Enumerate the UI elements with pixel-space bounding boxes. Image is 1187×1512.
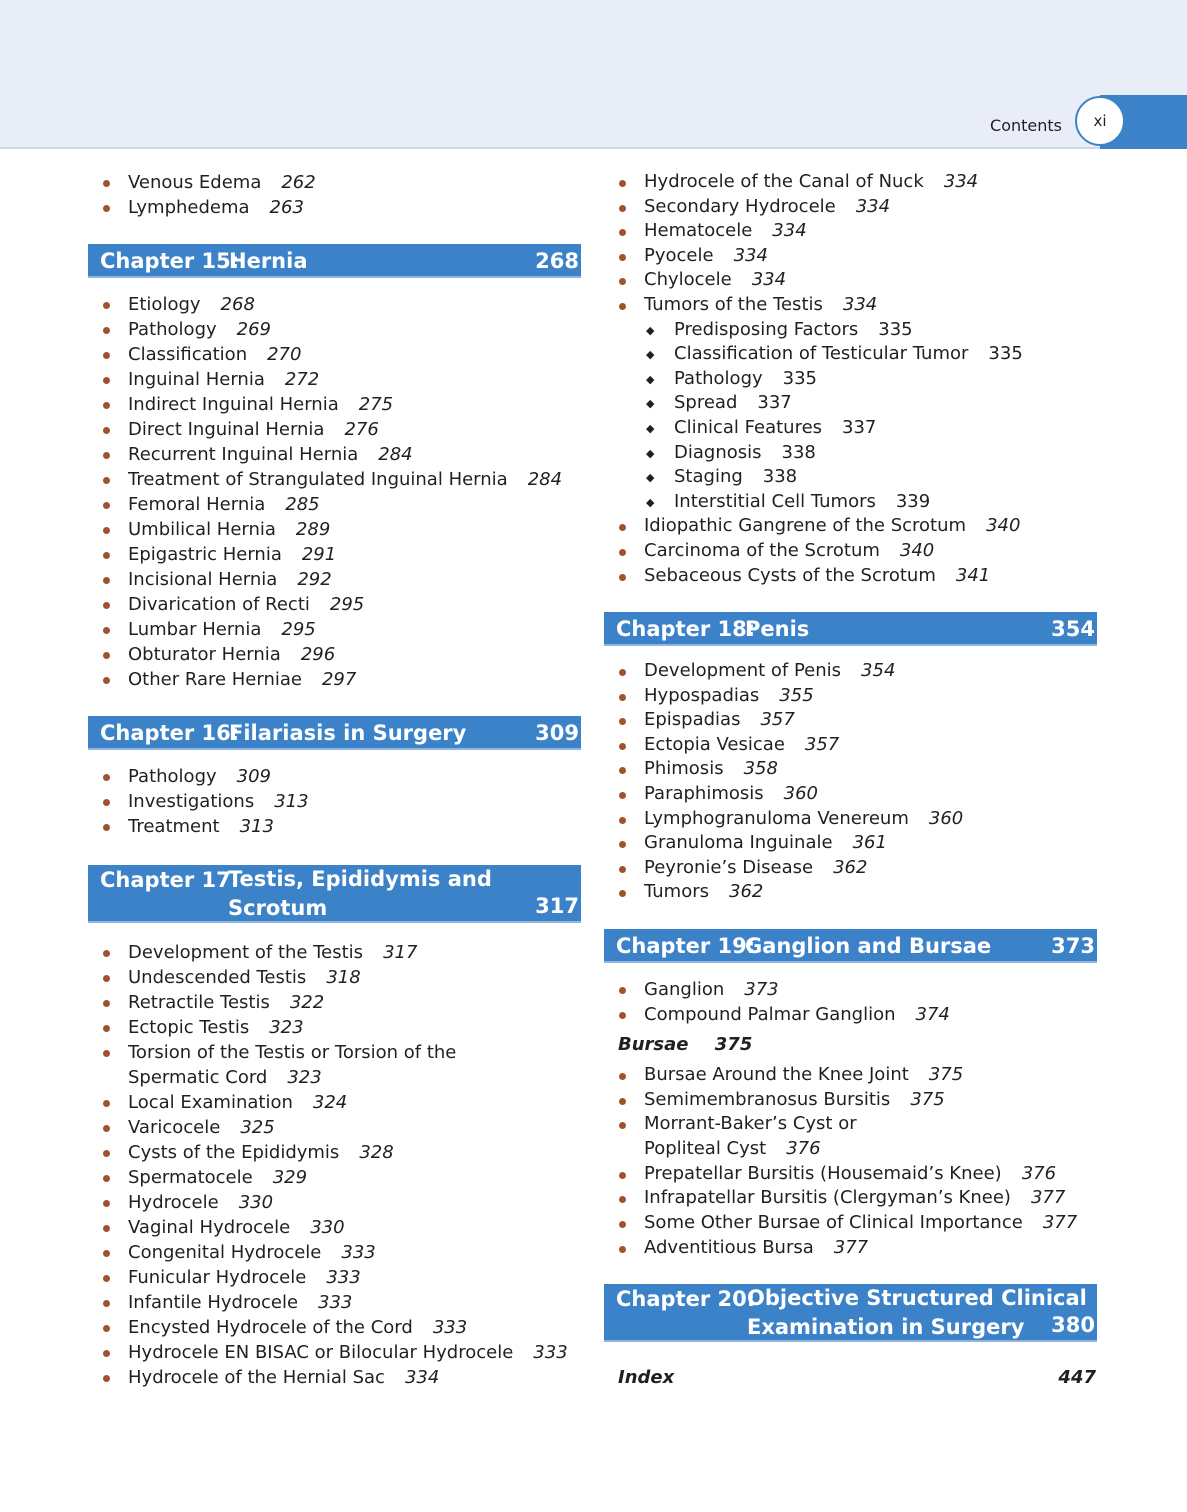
entry-label: Indirect Inguinal Hernia — [128, 394, 339, 415]
entry-label: Diagnosis — [674, 441, 762, 463]
entry-label: Varicocele — [128, 1117, 221, 1138]
toc-entry[interactable] — [88, 642, 581, 667]
entry-label: Undescended Testis — [128, 967, 307, 988]
toc-entry[interactable] — [88, 195, 581, 220]
entry-page: 330 — [310, 1217, 345, 1238]
entry-page: 292 — [297, 569, 332, 590]
toc-entry[interactable] — [604, 807, 1097, 832]
toc-entry[interactable] — [604, 1211, 1097, 1236]
entry-label: Popliteal Cyst — [644, 1138, 767, 1160]
entry-label: Pathology — [674, 367, 763, 389]
entry-page: 268 — [220, 294, 255, 315]
toc-entry[interactable] — [88, 667, 581, 692]
entry-page: 375 — [910, 1088, 945, 1110]
chapter-16-list — [88, 764, 581, 839]
bursae-list — [604, 1063, 1097, 1261]
entry-label: Classification of Testicular Tumor — [674, 343, 969, 365]
chapter-19-entries — [604, 977, 1097, 1027]
entry-page: 275 — [358, 394, 394, 415]
subheading-label: Bursae — [618, 1034, 689, 1055]
bursae-subheading — [618, 1034, 752, 1055]
toc-entry[interactable] — [604, 539, 1097, 564]
entry-page: 333 — [533, 1342, 568, 1363]
entry-page: 323 — [287, 1067, 322, 1088]
entry-label: Predisposing Factors — [674, 318, 859, 340]
entry-page: 295 — [329, 594, 365, 615]
toc-entry[interactable] — [88, 342, 581, 367]
toc-entry[interactable] — [604, 782, 1097, 807]
entry-page: 338 — [762, 466, 798, 488]
entry-page: 325 — [240, 1117, 275, 1138]
entry-label: Carcinoma of the Scrotum — [644, 539, 880, 561]
entry-page: 377 — [1030, 1187, 1066, 1209]
entry-page: 313 — [274, 791, 309, 812]
toc-entry[interactable] — [88, 1090, 581, 1115]
entry-label: Obturator Hernia — [128, 644, 281, 665]
entry-page: 357 — [760, 709, 795, 731]
entry-label: Development of Penis — [644, 660, 842, 681]
toc-entry[interactable] — [604, 564, 1097, 589]
entry-label: Recurrent Inguinal Hernia — [128, 444, 359, 465]
toc-entry[interactable] — [88, 542, 581, 567]
entry-page: 337 — [757, 392, 792, 414]
toc-entry[interactable] — [604, 1088, 1097, 1113]
entry-page: 376 — [1021, 1162, 1057, 1184]
entry-label: Tumors of the Testis — [644, 293, 823, 315]
toc-entry[interactable] — [604, 465, 1097, 490]
entry-page: 262 — [281, 172, 316, 193]
entry-page: 272 — [284, 369, 320, 390]
entry-label: Femoral Hernia — [128, 494, 266, 515]
chapter-page: 354 — [1051, 617, 1095, 641]
entry-page: 354 — [861, 660, 896, 681]
entry-page: 330 — [238, 1192, 274, 1213]
chapter-17-continued-list — [604, 170, 1097, 588]
entry-label: Development of the Testis — [128, 942, 364, 963]
entry-label: Peyronie’s Disease — [644, 856, 814, 878]
toc-entry[interactable] — [604, 367, 1097, 392]
toc-entry[interactable] — [604, 219, 1097, 244]
entry-label: Incisional Hernia — [128, 569, 278, 590]
entry-page: 276 — [344, 419, 379, 440]
entry-label: Direct Inguinal Hernia — [128, 419, 325, 440]
toc-entry[interactable] — [88, 567, 581, 592]
entry-page: 297 — [321, 669, 357, 690]
entry-page: 334 — [772, 220, 807, 242]
toc-entry[interactable] — [88, 442, 581, 467]
entry-label: Interstitial Cell Tumors — [674, 490, 876, 512]
entry-label: Infantile Hydrocele — [128, 1292, 299, 1313]
entry-label: Semimembranosus Bursitis — [644, 1088, 891, 1110]
toc-entry[interactable] — [88, 1365, 581, 1390]
toc-entry[interactable] — [604, 659, 1097, 684]
chapter-18-banner[interactable] — [604, 612, 1097, 646]
toc-entry[interactable] — [604, 1137, 1097, 1162]
toc-entry[interactable] — [604, 977, 1097, 1002]
entry-page: 270 — [267, 344, 302, 365]
chapter-15-list — [88, 292, 581, 692]
chapter-title-line-1: Testis, Epididymis and — [228, 867, 492, 891]
entry-label: Paraphimosis — [644, 782, 764, 804]
entry-page: 269 — [236, 319, 272, 340]
toc-entry[interactable] — [604, 856, 1097, 881]
index-label: Index — [618, 1367, 675, 1388]
toc-entry[interactable] — [604, 880, 1097, 905]
toc-entry[interactable] — [604, 708, 1097, 733]
entry-label: Investigations — [128, 791, 255, 812]
entry-label: Inguinal Hernia — [128, 369, 265, 390]
entry-label: Hydrocele of the Canal of Nuck — [644, 171, 924, 192]
entry-label: Retractile Testis — [128, 992, 270, 1013]
toc-entry[interactable] — [604, 293, 1097, 318]
entry-page: 328 — [359, 1142, 394, 1163]
chapter-page: 380 — [1051, 1313, 1095, 1337]
entry-page: 334 — [751, 269, 787, 291]
entry-label: Chylocele — [644, 269, 732, 291]
chapter-16-entries — [88, 764, 581, 839]
subheading-page: 375 — [714, 1034, 753, 1055]
entry-page: 284 — [378, 444, 413, 465]
entry-page: 295 — [281, 619, 316, 640]
entry-page: 375 — [928, 1064, 964, 1085]
toc-entry[interactable] — [88, 1240, 581, 1265]
entry-page: 341 — [955, 564, 991, 586]
toc-entry[interactable] — [88, 617, 581, 642]
toc-entry[interactable] — [604, 318, 1097, 343]
entry-label: Epigastric Hernia — [128, 544, 282, 565]
toc-entry[interactable] — [88, 292, 581, 317]
entry-page: 318 — [326, 967, 361, 988]
chapter-page: 309 — [535, 721, 579, 745]
entry-page: 339 — [895, 490, 931, 512]
entry-page: 296 — [300, 644, 336, 665]
toc-entry[interactable] — [88, 517, 581, 542]
entry-label: Ectopia Vesicae — [644, 733, 785, 755]
running-header-title: Contents — [990, 116, 1062, 135]
chapter-title-line-1: Objective Structured Clinical — [747, 1286, 1087, 1310]
entry-label: Treatment of Strangulated Inguinal Hernia — [128, 469, 508, 490]
entry-page: 285 — [285, 494, 320, 515]
intro-entries — [88, 170, 581, 220]
entry-page: 340 — [899, 539, 935, 561]
entry-label: Clinical Features — [674, 416, 823, 438]
toc-entry[interactable] — [604, 342, 1097, 367]
entry-page: 377 — [833, 1236, 869, 1258]
toc-entry[interactable] — [88, 1115, 581, 1140]
toc-entry[interactable] — [604, 1186, 1097, 1211]
entry-label: Lumbar Hernia — [128, 619, 262, 640]
entry-page: 335 — [782, 367, 818, 389]
bursae-entries — [604, 1063, 1097, 1261]
entry-label: Divarication of Recti — [128, 594, 310, 615]
chapter-20-banner[interactable] — [604, 1284, 1097, 1342]
toc-entry[interactable] — [604, 514, 1097, 539]
entry-label: Congenital Hydrocele — [128, 1242, 322, 1263]
chapter-label: Chapter 15: — [100, 249, 240, 273]
toc-entry[interactable] — [88, 814, 581, 839]
entry-label: Local Examination — [128, 1092, 293, 1113]
entry-page: 358 — [743, 758, 778, 780]
entry-page: 355 — [779, 684, 814, 706]
entry-label: Morrant-Baker’s Cyst or — [644, 1113, 857, 1135]
entry-label: Infrapatellar Bursitis (Clergyman’s Knee) — [644, 1187, 1011, 1209]
entry-label: Ganglion — [644, 979, 725, 1000]
entry-page: 337 — [842, 416, 877, 438]
toc-entry[interactable] — [88, 417, 581, 442]
entry-page: 313 — [239, 816, 274, 837]
entry-label: Some Other Bursae of Clinical Importance — [644, 1212, 1023, 1234]
entry-label: Treatment — [128, 816, 220, 837]
entry-page: 362 — [833, 856, 868, 878]
entry-page: 374 — [915, 1004, 950, 1025]
toc-entry[interactable] — [88, 990, 581, 1015]
toc-entry[interactable] — [88, 392, 581, 417]
toc-entry[interactable] — [604, 195, 1097, 220]
entry-page: 291 — [301, 544, 337, 565]
chapter-label: Chapter 18: — [616, 617, 756, 641]
toc-entry[interactable] — [604, 1002, 1097, 1027]
chapter-title: Hernia — [229, 249, 308, 273]
entry-label: Hypospadias — [644, 684, 760, 706]
entry-label: Spermatic Cord — [128, 1067, 268, 1088]
toc-entry[interactable] — [88, 1315, 581, 1340]
toc-entry[interactable] — [88, 940, 581, 965]
entry-page: 334 — [855, 195, 891, 217]
toc-entry[interactable] — [88, 317, 581, 342]
entry-label: Torsion of the Testis or Torsion of the — [128, 1042, 457, 1063]
toc-entry[interactable] — [604, 490, 1097, 515]
chapter-18-list — [604, 659, 1097, 905]
chapter-17-continued-entries — [604, 170, 1097, 588]
chapter-17-entries — [88, 940, 581, 1390]
toc-entry[interactable] — [604, 391, 1097, 416]
toc-entry[interactable] — [88, 592, 581, 617]
entry-page: 376 — [786, 1138, 821, 1160]
entry-label: Pathology — [128, 766, 217, 787]
toc-entry[interactable] — [604, 244, 1097, 269]
entry-page: 317 — [383, 942, 418, 963]
entry-page: 333 — [432, 1317, 468, 1338]
toc-entry[interactable] — [88, 1165, 581, 1190]
entry-label: Lymphedema — [128, 197, 250, 218]
entry-page: 335 — [988, 343, 1023, 365]
entry-label: Staging — [674, 466, 743, 488]
entry-page: 333 — [326, 1267, 361, 1288]
intro-list — [88, 170, 581, 220]
entry-page: 322 — [289, 992, 325, 1013]
toc-entry[interactable] — [604, 416, 1097, 441]
toc-entry[interactable] — [88, 789, 581, 814]
toc-entry[interactable] — [604, 831, 1097, 856]
chapter-title-line-2: Examination in Surgery — [747, 1315, 1025, 1339]
entry-label: Pyocele — [644, 244, 714, 266]
toc-entry[interactable] — [88, 1015, 581, 1040]
chapter-16-banner[interactable] — [88, 716, 581, 750]
entry-label: Lymphogranuloma Venereum — [644, 807, 909, 829]
entry-page: 335 — [878, 318, 913, 340]
entry-label: Spread — [674, 392, 738, 414]
toc-entry[interactable] — [604, 1063, 1097, 1088]
entry-label: Hydrocele — [128, 1192, 219, 1213]
index-page: 447 — [1058, 1367, 1096, 1388]
chapter-title: Filariasis in Surgery — [229, 721, 467, 745]
toc-entry[interactable] — [88, 1265, 581, 1290]
chapter-label: Chapter 19: — [616, 934, 756, 958]
entry-label: Phimosis — [644, 758, 724, 780]
toc-entry[interactable] — [88, 170, 581, 195]
toc-entry[interactable] — [604, 1236, 1097, 1261]
toc-entry[interactable] — [604, 1162, 1097, 1187]
toc-entry[interactable] — [88, 1040, 581, 1065]
entry-page: 284 — [527, 469, 563, 490]
entry-label: Venous Edema — [128, 172, 262, 193]
chapter-15-entries — [88, 292, 581, 692]
chapter-label: Chapter 20: — [616, 1287, 756, 1311]
entry-page: 324 — [312, 1092, 348, 1113]
entry-label: Encysted Hydrocele of the Cord — [128, 1317, 413, 1338]
chapter-page: 317 — [535, 894, 579, 918]
entry-page: 263 — [269, 197, 304, 218]
entry-page: 338 — [781, 441, 816, 463]
chapter-page: 373 — [1051, 934, 1095, 958]
entry-page: 309 — [236, 766, 272, 787]
toc-entry[interactable] — [88, 1065, 581, 1090]
toc-entry[interactable] — [88, 1140, 581, 1165]
chapter-19-list — [604, 977, 1097, 1027]
entry-label: Ectopic Testis — [128, 1017, 250, 1038]
entry-label: Bursae Around the Knee Joint — [644, 1064, 909, 1085]
entry-page: 323 — [269, 1017, 304, 1038]
chapter-label: Chapter 17: — [100, 868, 240, 892]
toc-entry[interactable] — [88, 492, 581, 517]
entry-page: 334 — [943, 171, 979, 192]
entry-page: 373 — [744, 979, 779, 1000]
chapter-title: Ganglion and Bursae — [745, 934, 992, 958]
toc-entry[interactable] — [88, 965, 581, 990]
chapter-18-entries — [604, 659, 1097, 905]
toc-entry[interactable] — [88, 367, 581, 392]
entry-page: 360 — [928, 807, 964, 829]
chapter-title: Penis — [745, 617, 810, 641]
entry-label: Umbilical Hernia — [128, 519, 276, 540]
entry-label: Granuloma Inguinale — [644, 832, 833, 854]
entry-page: 361 — [852, 832, 887, 854]
entry-label: Prepatellar Bursitis (Housemaid’s Knee) — [644, 1162, 1002, 1184]
entry-page: 362 — [729, 881, 764, 903]
toc-entry[interactable] — [604, 1112, 1097, 1137]
entry-label: Secondary Hydrocele — [644, 195, 836, 217]
entry-label: Hydrocele of the Hernial Sac — [128, 1367, 385, 1388]
toc-entry[interactable] — [88, 1340, 581, 1365]
entry-label: Vaginal Hydrocele — [128, 1217, 291, 1238]
entry-page: 334 — [733, 244, 768, 266]
toc-entry[interactable] — [88, 467, 581, 492]
entry-page: 329 — [272, 1167, 308, 1188]
chapter-17-banner[interactable] — [88, 865, 581, 923]
toc-entry[interactable] — [604, 441, 1097, 466]
entry-page: 377 — [1042, 1212, 1078, 1234]
toc-entry[interactable] — [88, 1190, 581, 1215]
entry-label: Spermatocele — [128, 1167, 253, 1188]
entry-page: 357 — [804, 733, 840, 755]
entry-page: 289 — [295, 519, 331, 540]
entry-page: 334 — [842, 293, 878, 315]
index-entry[interactable] — [618, 1367, 1096, 1388]
toc-entry[interactable] — [88, 1290, 581, 1315]
entry-page: 333 — [341, 1242, 376, 1263]
entry-page: 333 — [318, 1292, 353, 1313]
entry-label: Idiopathic Gangrene of the Scrotum — [644, 515, 967, 537]
toc-entry[interactable] — [604, 170, 1097, 195]
entry-label: Tumors — [644, 881, 709, 903]
entry-label: Epispadias — [644, 709, 741, 731]
chapter-page: 268 — [535, 249, 579, 273]
entry-label: Hydrocele EN BISAC or Bilocular Hydrocele — [128, 1342, 514, 1363]
entry-label: Funicular Hydrocele — [128, 1267, 307, 1288]
chapter-title-line-2: Scrotum — [228, 896, 328, 920]
entry-page: 340 — [986, 515, 1021, 537]
chapter-17-list — [88, 940, 581, 1390]
entry-label: Pathology — [128, 319, 217, 340]
entry-label: Cysts of the Epididymis — [128, 1142, 340, 1163]
toc-entry[interactable] — [604, 268, 1097, 293]
chapter-19-banner[interactable] — [604, 929, 1097, 963]
page-number-badge: xi — [1075, 96, 1125, 146]
entry-label: Other Rare Herniae — [128, 669, 302, 690]
toc-entry[interactable] — [604, 757, 1097, 782]
entry-label: Compound Palmar Ganglion — [644, 1004, 896, 1025]
entry-page: 360 — [783, 782, 819, 804]
toc-entry[interactable] — [604, 684, 1097, 709]
chapter-label: Chapter 16: — [100, 721, 240, 745]
toc-entry[interactable] — [88, 1215, 581, 1240]
toc-entry[interactable] — [604, 733, 1097, 758]
entry-page: 334 — [404, 1367, 440, 1388]
entry-label: Adventitious Bursa — [644, 1236, 814, 1258]
entry-label: Hematocele — [644, 220, 753, 242]
entry-label: Sebaceous Cysts of the Scrotum — [644, 564, 936, 586]
entry-label: Etiology — [128, 294, 201, 315]
toc-entry[interactable] — [88, 764, 581, 789]
chapter-15-banner[interactable] — [88, 244, 581, 278]
entry-label: Classification — [128, 344, 248, 365]
